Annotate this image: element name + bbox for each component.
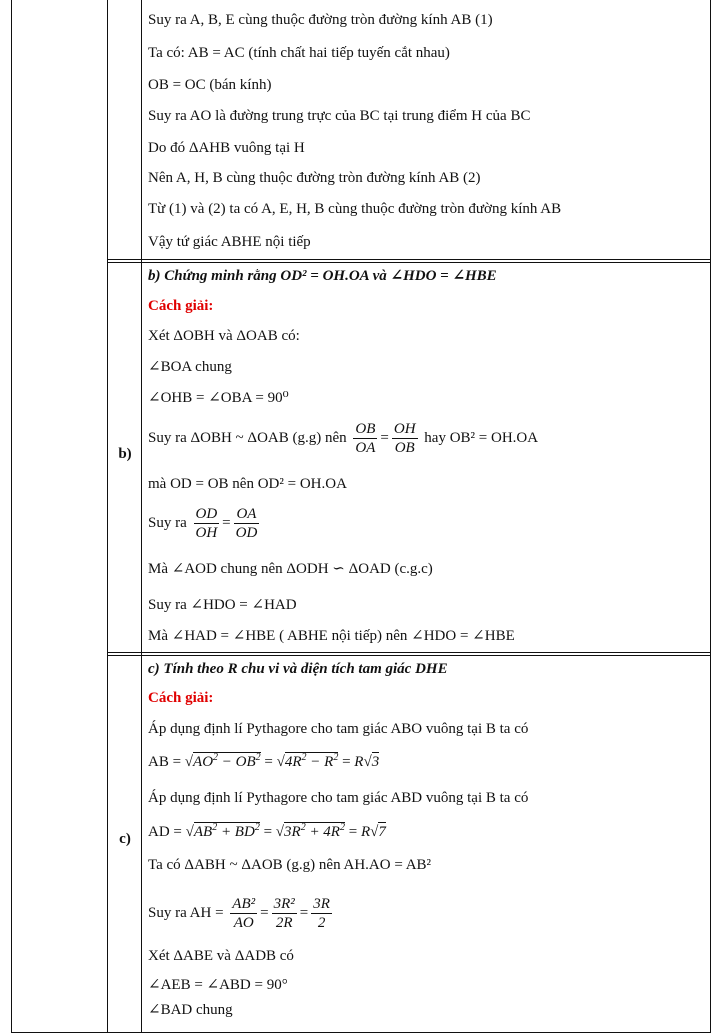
- b-line-2: ∠BOA chung: [148, 359, 232, 375]
- b-line-4-text: Suy ra ΔOBH ~ ΔOAB (g.g) nên: [148, 430, 347, 446]
- frac-numerator: 3R²: [273, 896, 295, 913]
- fraction-oa-od: [234, 505, 260, 542]
- a-line-1: Suy ra A, B, E cùng thuộc đường tròn đường kính AB (1): [148, 12, 493, 28]
- column-divider-2: [141, 0, 142, 1033]
- b-line-1: Xét ΔOBH và ΔOAB có:: [148, 328, 300, 344]
- c-line-6-text: Suy ra AH =: [148, 905, 224, 921]
- sqrt-ab-bd: $AB^2 + BD^2$: [193, 822, 260, 840]
- b-line-8: Suy ra ∠HDO = ∠HAD: [148, 597, 297, 613]
- row-divider-b: [107, 259, 711, 260]
- c-line-5: Ta có ΔABH ~ ΔAOB (g.g) nên AH.AO = AB²: [148, 857, 432, 873]
- b-title: b) Chứng minh rằng OD² = OH.OA và ∠HDO = ∠HBE: [148, 268, 497, 284]
- frac-denominator: 2R: [275, 915, 293, 932]
- frac-numerator: OA: [234, 505, 260, 524]
- sqrt-ao-ob: $AO^2 - OB^2$: [193, 752, 261, 770]
- frac-numerator: OB: [355, 421, 376, 438]
- c-line-1: Áp dụng định lí Pythagore cho tam giác ABO vuông tại B ta có: [148, 721, 529, 737]
- frac-denominator: OH: [195, 525, 218, 542]
- frac-denominator: OB: [394, 440, 415, 457]
- frac-denominator: OD: [235, 525, 258, 542]
- table-border-right: [710, 0, 711, 1033]
- b-line-9: Mà ∠HAD = ∠HBE ( ABHE nội tiếp) nên ∠HDO = ∠HBE: [148, 628, 515, 644]
- fraction-od-oh: [194, 505, 220, 542]
- c-line-9: ∠BAD chung: [148, 1002, 233, 1018]
- c-line-6: Suy ra AH = $\frac{\text{AB²}}{AO}$ = $\frac{\text{3R²}}{2R}$ = $\frac{3R}{2}$: [148, 896, 330, 932]
- b-line-4: Suy ra ΔOBH ~ ΔOAB (g.g) nên $\frac{OB}{OA}$ = $\frac{OH}{OB}$ hay OB² = OH.OA: [148, 421, 539, 457]
- frac-numerator: OH: [393, 421, 416, 438]
- row-divider-c: [107, 652, 711, 653]
- a-line-8: Vậy tứ giác ABHE nội tiếp: [148, 234, 311, 250]
- sqrt-3r-4r: $3R^2 + 4R^2$: [284, 822, 345, 840]
- frac-denominator: OA: [355, 440, 376, 457]
- a-line-6: Nên A, H, B cùng thuộc đường tròn đường kính AB (2): [148, 170, 481, 186]
- frac-numerator: AB²: [232, 896, 256, 913]
- row-divider-c-2: [107, 655, 711, 656]
- fraction-ob-oa: [353, 420, 377, 457]
- b-line-7: Mà ∠AOD chung nên ΔODH ∽ ΔOAD (c.g.c): [148, 561, 433, 577]
- frac-numerator: OD: [195, 506, 218, 523]
- frac-denominator: AO: [233, 915, 254, 932]
- b-line-5: mà OD = OB nên OD² = OH.OA: [148, 476, 347, 492]
- row-divider-b-2: [107, 262, 711, 263]
- c-title: c) Tính theo R chu vi và diện tích tam giác DHE: [148, 661, 448, 677]
- a-line-2: Ta có: AB = AC (tính chất hai tiếp tuyến cắt nhau): [148, 45, 450, 61]
- a-line-4: Suy ra AO là đường trung trực của BC tại trung điểm H của BC: [148, 108, 531, 124]
- c-line-2: AB = $√AO^2 - OB^2 = √4R^2 - R^2 = R√3$: [148, 752, 380, 770]
- a-line-7: Từ (1) và (2) ta có A, E, H, B cùng thuộc đường tròn đường kính AB: [148, 201, 562, 217]
- c-ad-lhs: AD =: [148, 824, 186, 840]
- fraction-oh-ob: [392, 420, 418, 457]
- b-line-3: ∠OHB = ∠OBA = 90⁰: [148, 390, 289, 406]
- fraction-3r-2: [311, 895, 332, 932]
- b-line-6-text: Suy ra: [148, 515, 187, 531]
- a-line-5: Do đó ΔAHB vuông tại H: [148, 140, 305, 156]
- frac-denominator: 2: [317, 915, 326, 932]
- sqrt-7: 7: [378, 824, 386, 840]
- b-solution-heading: Cách giải:: [148, 298, 214, 314]
- sqrt-3: 3: [371, 754, 380, 770]
- table-frame: [11, 0, 711, 1033]
- column-divider-1: [107, 0, 108, 1033]
- c-line-8: ∠AEB = ∠ABD = 90°: [148, 977, 288, 993]
- sqrt-4r-r: $4R^2 - R^2$: [284, 752, 339, 770]
- b-line-6: Suy ra $\frac{OD}{OH}$ = $\frac{OA}{OD}$: [148, 506, 258, 542]
- frac-numerator: 3R: [313, 896, 330, 913]
- b-line-4-tail: hay OB² = OH.OA: [424, 430, 539, 446]
- c-ab-lhs: AB =: [148, 754, 185, 770]
- section-b-label: b): [118, 446, 132, 462]
- c-line-4: AD = $√AB^2 + BD^2 = √3R^2 + 4R^2 = R√7$: [148, 822, 386, 840]
- c-solution-heading: Cách giải:: [148, 690, 214, 706]
- c-line-7: Xét ΔABE và ΔADB có: [148, 948, 294, 964]
- table-border-left: [11, 0, 12, 1033]
- fraction-3r2-2r: [272, 895, 297, 932]
- fraction-ab2-ao: [230, 895, 257, 932]
- a-line-3: OB = OC (bán kính): [148, 77, 272, 93]
- section-c-label: c): [119, 831, 131, 847]
- c-line-3: Áp dụng định lí Pythagore cho tam giác ABD vuông tại B ta có: [148, 790, 529, 806]
